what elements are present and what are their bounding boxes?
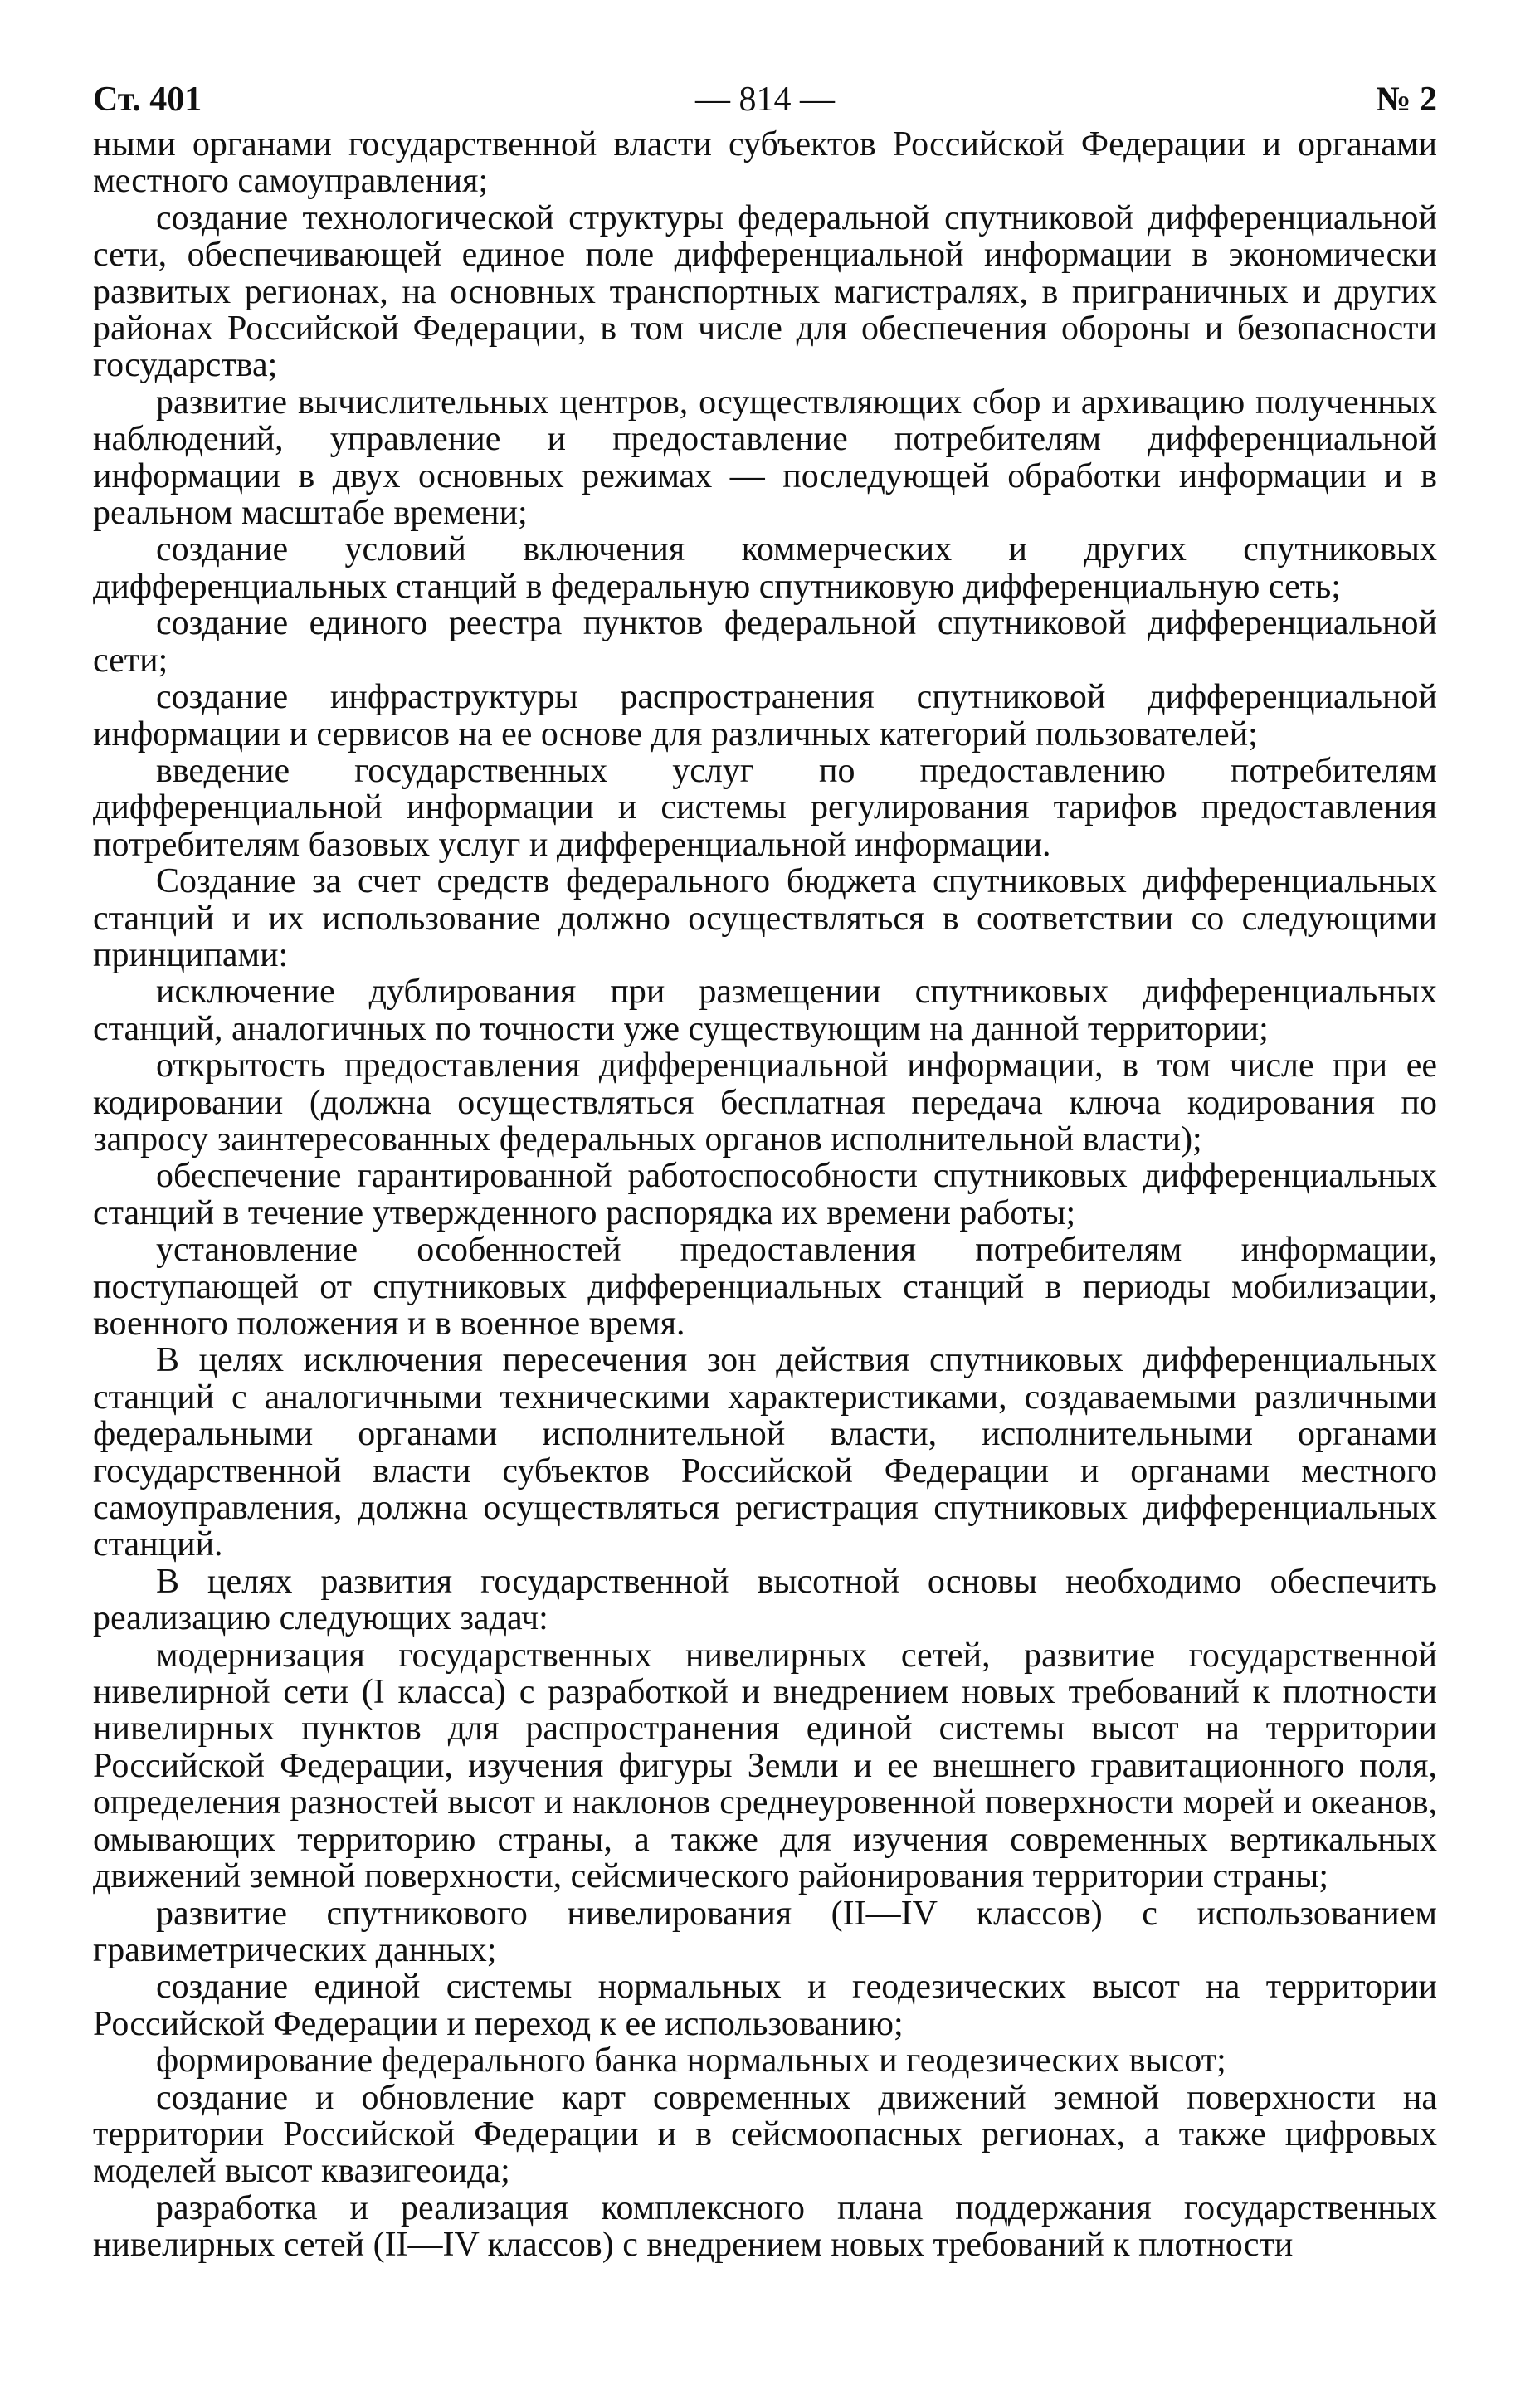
paragraph: Создание за счет средств федерального бюджета спутниковых дифференциальных станций и их использование должно осуществляться в соответствии со следующими принципами: [93, 862, 1437, 974]
paragraph: В целях развития государственной высотной основы необходимо обеспечить реализацию следующих задач: [93, 1562, 1437, 1638]
paragraph: создание условий включения коммерческих и других спутниковых дифференциальных станций в федеральную спутниковую дифференциальную сеть; [93, 530, 1437, 606]
issue-number: № 2 [1376, 80, 1437, 119]
paragraph: создание единого реестра пунктов федеральной спутниковой дифференциальной сети; [93, 604, 1437, 680]
paragraph: разработка и реализация комплексного плана поддержания государственных нивелирных сетей (II—IV классов) с внедрением новых требований к плотности [93, 2188, 1437, 2265]
document-page [93, 75, 1437, 2264]
paragraph: ными органами государственной власти субъектов Российской Федерации и органами местного самоуправления; [93, 125, 1437, 201]
paragraph: обеспечение гарантированной работоспособности спутниковых дифференциальных станций в течение утвержденного распорядка их времени работы; [93, 1157, 1437, 1232]
paragraph: открытость предоставления дифференциальной информации, в том числе при ее кодировании (должна осуществляться бесплатная передача ключа кодирования по запросу заинтересованных федеральных органов исполнительной власти); [93, 1046, 1437, 1159]
document-body [93, 126, 1437, 2264]
paragraph: В целях исключения пересечения зон действия спутниковых дифференциальных станций с аналогичными техническими характеристиками, создаваемыми различными федеральными органами исполнительной власти, исполнительными органами государственной власти субъектов Российской Федерации и органами местного самоуправления, должна осуществляться регистрация спутниковых дифференциальных станций. [93, 1341, 1437, 1564]
paragraph: создание инфраструктуры распространения спутниковой дифференциальной информации и сервисов на ее основе для различных категорий пользователей; [93, 678, 1437, 754]
page-header [93, 75, 1437, 124]
paragraph: развитие вычислительных центров, осуществляющих сбор и архивацию полученных наблюдений, управление и предоставление потребителям дифференциальной информации в двух основных режимах — последующей обработки информации и в реальном масштабе времени; [93, 383, 1437, 533]
page-number: — 814 — [695, 80, 835, 119]
article-number: Ст. 401 [93, 80, 202, 119]
paragraph: развитие спутникового нивелирования (II—IV классов) с использованием гравиметрических данных; [93, 1894, 1437, 1969]
paragraph: создание единой системы нормальных и геодезических высот на территории Российской Федерации и переход к ее использованию; [93, 1968, 1437, 2043]
paragraph: исключение дублирования при размещении спутниковых дифференциальных станций, аналогичных по точности уже существующим на данной территории; [93, 973, 1437, 1048]
paragraph: установление особенностей предоставления потребителям информации, поступающей от спутниковых дифференциальных станций в периоды мобилизации, военного положения и в военное время. [93, 1231, 1437, 1343]
paragraph: введение государственных услуг по предоставлению потребителям дифференциальной информации и системы регулирования тарифов предоставления потребителям базовых услуг и дифференциальной информации. [93, 751, 1437, 864]
paragraph: создание технологической структуры федеральной спутниковой дифференциальной сети, обеспечивающей единое поле дифференциальной информации в экономически развитых регионах, на основных транспортных магистралях, в приграничных и других районах Российской Федерации, в том числе для обеспечения обороны и безопасности государства; [93, 198, 1437, 385]
paragraph: модернизация государственных нивелирных сетей, развитие государственной нивелирной сети (I класса) с разработкой и внедрением новых требований к плотности нивелирных пунктов для распространения единой системы высот на территории Российской Федерации, изучения фигуры Земли и ее внешнего гравитационного поля, определения разностей высот и наклонов среднеуровенной поверхности морей и океанов, омывающих территорию страны, а также для изучения современных вертикальных движений земной поверхности, сейсмического районирования территории страны; [93, 1636, 1437, 1896]
paragraph: создание и обновление карт современных движений земной поверхности на территории Российской Федерации и в сейсмоопасных регионах, а также цифровых моделей высот квазигеоида; [93, 2078, 1437, 2191]
paragraph: формирование федерального банка нормальных и геодезических высот; [156, 2041, 1226, 2080]
